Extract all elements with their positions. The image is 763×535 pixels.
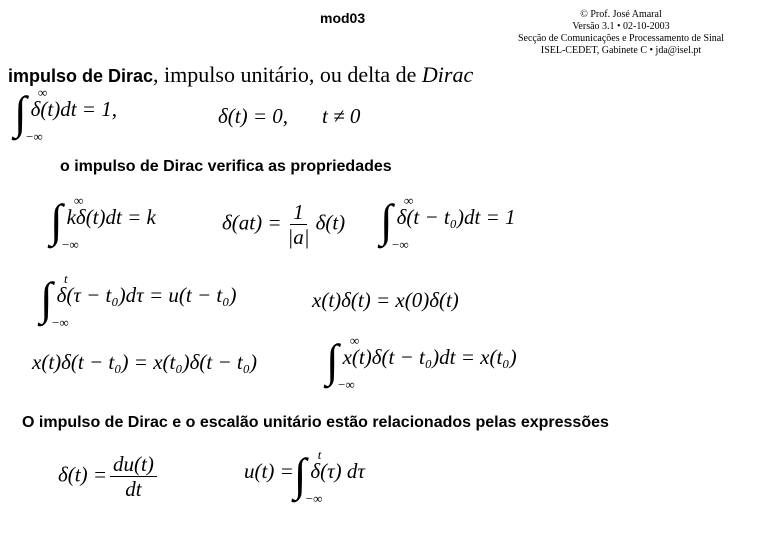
credits-line-3: Secção de Comunicações e Processamento de Sinal [517,33,725,44]
title-italic: Dirac [421,62,474,87]
page-title [8,62,473,88]
title-plain: , impulso unitário, ou delta de [153,62,422,87]
integral-sign: ∫ t −∞ [293,447,323,506]
relation-derivative: δ(t) = $\frac{du(t)}{dt}$ [58,452,160,501]
integral-sign: ∫ ∞ −∞ [14,85,48,144]
credits-line-2: Versão 3.1 • 02-10-2003 [572,21,670,32]
definition-integral: ∫ ∞ −∞ δ(t)dt = 1, [14,85,117,144]
properties-heading: o impulso de Dirac verifica as propriedades [60,158,392,175]
integral-sign: ∫ t −∞ [40,271,69,330]
property-sifting: ∫ ∞ −∞ x(t)δ(t − t₀)dt = x(t₀) [326,333,517,392]
property-time-scaling: δ(at) = $\frac{1}{|a|}$ δ(t) [222,200,346,250]
integral-sign: ∫ ∞ −∞ [326,333,360,392]
property-shifted-integral: ∫ ∞ −∞ δ(t − t₀)dt = 1 [380,193,516,252]
credits-line-1: © Prof. José Amaral [580,9,662,20]
title-bold: impulso de Dirac [8,66,154,86]
definition-zero: δ(t) = 0, [218,104,289,128]
integral-sign: ∫ ∞ −∞ [50,193,84,252]
property-step-integral: ∫ t −∞ δ(τ − t₀)dτ = u(t − t₀) [40,271,237,330]
credits-line-4: ISEL-CEDET, Gabinete C • jda@isel.pt [540,45,702,56]
fraction: $\frac{du(t)}{dt}$ [110,452,157,501]
property-sampling: x(t)δ(t) = x(0)δ(t) [312,288,459,312]
module-label: mod03 [320,10,366,26]
relations-heading: O impulso de Dirac e o escalão unitário estão relacionados pelas expressões [22,414,609,431]
definition-condition: t ≠ 0 [322,104,361,128]
credits-block [491,9,751,57]
relation-integral: u(t) =∫ t −∞ δ(τ) dτ [244,447,365,506]
property-shifted-sampling: x(t)δ(t − t₀) = x(t₀)δ(t − t₀) [32,350,258,374]
integral-sign: ∫ ∞ −∞ [380,193,414,252]
fraction: $\frac{1}{|a|}$ [287,200,310,250]
property-scaling-integral: ∫ ∞ −∞ kδ(t)dt = k [50,193,156,252]
